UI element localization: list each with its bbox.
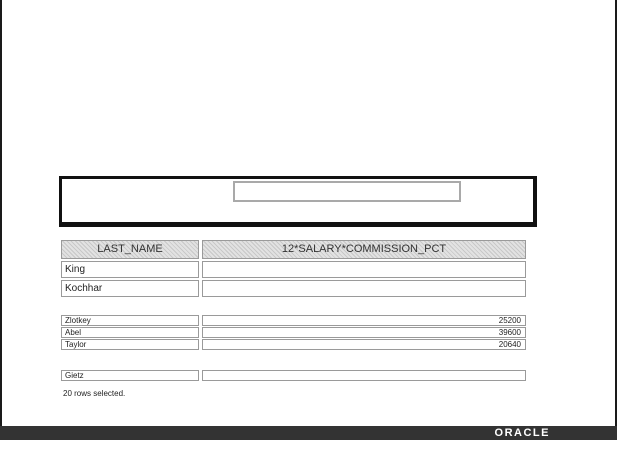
value-cell [202, 261, 526, 278]
result-table-bottom [61, 369, 526, 381]
rows-selected-text: 20 rows selected. [63, 389, 126, 398]
slide-border-left [0, 0, 2, 426]
column-header: LAST_NAME [61, 240, 199, 259]
result-table-top [61, 240, 526, 297]
value-cell [202, 370, 526, 381]
table-row [61, 314, 526, 326]
last-name-cell: Abel [61, 327, 199, 338]
table-row [61, 369, 526, 381]
value-cell: 39600 [202, 327, 526, 338]
table-row [61, 278, 526, 297]
oracle-logo: ORACLE [494, 427, 550, 439]
table-header-row [61, 240, 526, 259]
table-row [61, 338, 526, 350]
last-name-cell: Kochhar [61, 280, 199, 297]
value-cell: 20640 [202, 339, 526, 350]
last-name-cell: Taylor [61, 339, 199, 350]
table-row [61, 259, 526, 278]
column-header: 12*SALARY*COMMISSION_PCT [202, 240, 526, 259]
value-cell [202, 280, 526, 297]
last-name-cell: Zlotkey [61, 315, 199, 326]
value-cell: 25200 [202, 315, 526, 326]
footer-bar [0, 426, 617, 440]
last-name-cell: Gietz [61, 370, 199, 381]
last-name-cell: King [61, 261, 199, 278]
sql-statement-box [59, 176, 537, 227]
table-row [61, 326, 526, 338]
result-table-middle [61, 314, 526, 350]
highlight-box [233, 181, 461, 202]
